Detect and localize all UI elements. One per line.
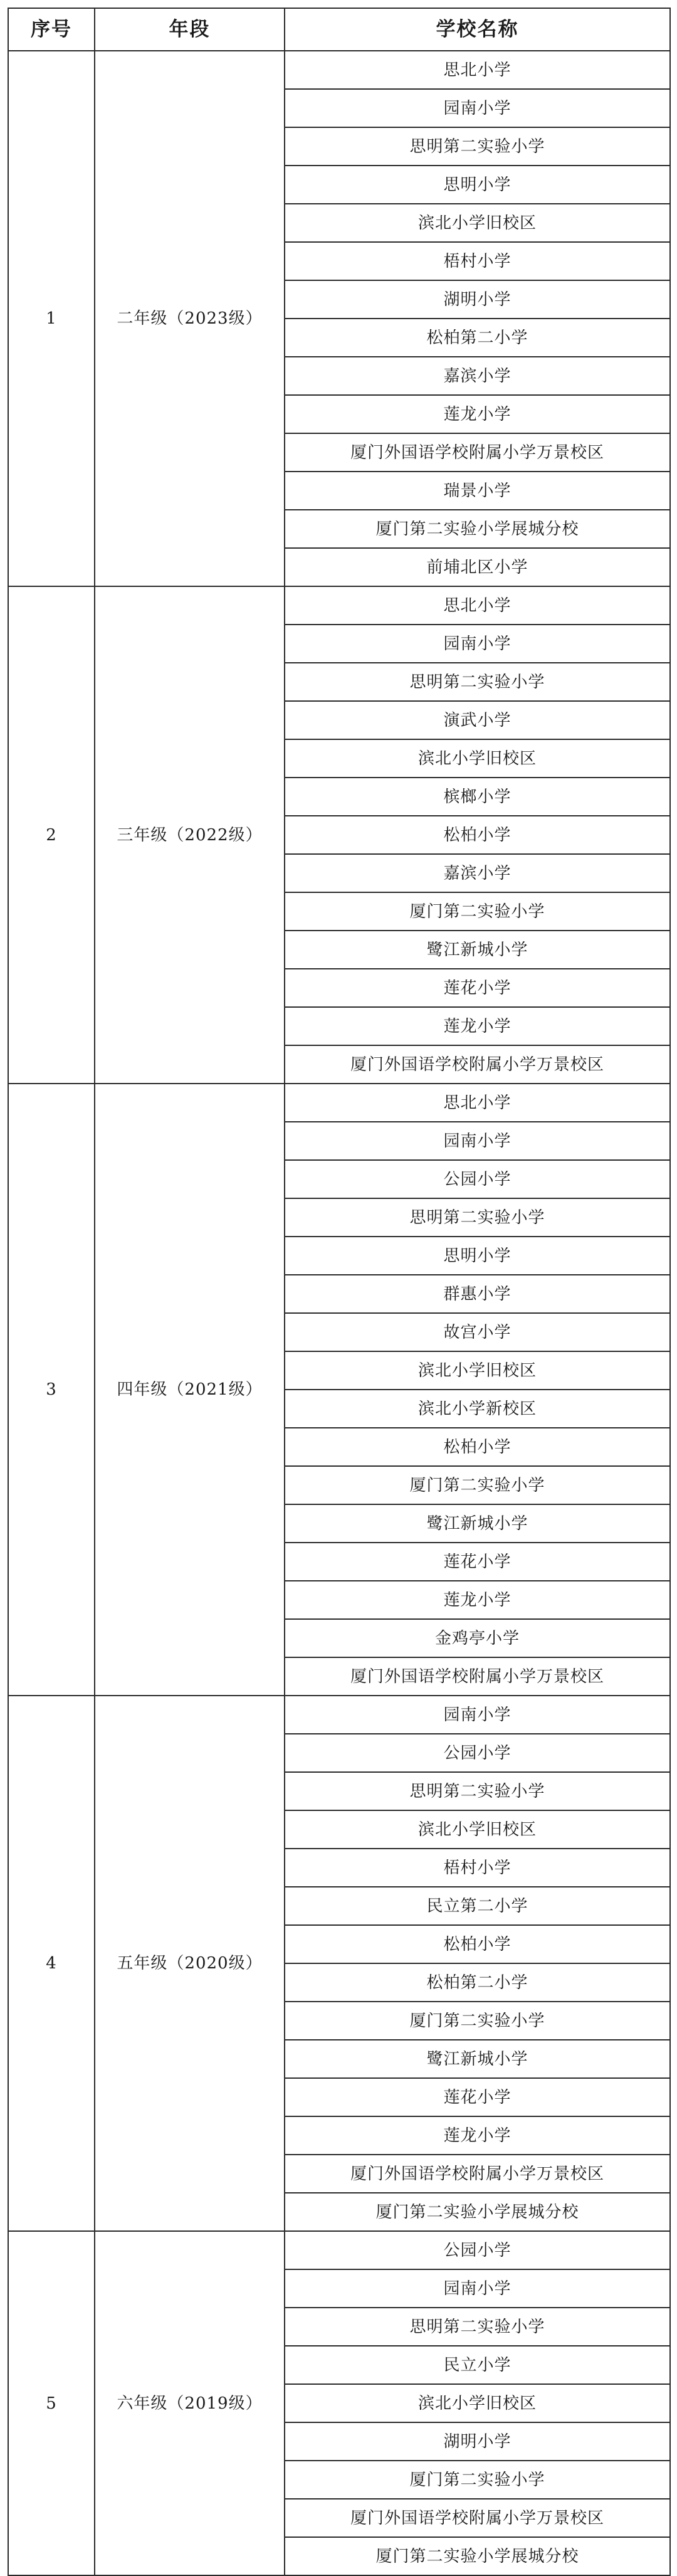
school-name: 莲龙小学 <box>285 395 670 433</box>
school-name: 厦门外国语学校附属小学万景校区 <box>285 2155 670 2193</box>
school-name: 鹭江新城小学 <box>285 2040 670 2078</box>
table-row <box>8 2231 670 2269</box>
school-name: 滨北小学旧校区 <box>285 1351 670 1390</box>
school-name: 园南小学 <box>285 625 670 663</box>
school-name: 湖明小学 <box>285 2422 670 2461</box>
school-name: 滨北小学旧校区 <box>285 1810 670 1849</box>
school-name: 莲龙小学 <box>285 1581 670 1619</box>
school-name: 金鸡亭小学 <box>285 1619 670 1657</box>
school-name: 松柏第二小学 <box>285 1963 670 2002</box>
school-name: 园南小学 <box>285 1696 670 1734</box>
school-name: 莲花小学 <box>285 1543 670 1581</box>
group-number: 4 <box>8 1696 95 2231</box>
school-name: 厦门外国语学校附属小学万景校区 <box>285 433 670 472</box>
school-name: 松柏小学 <box>285 1925 670 1963</box>
group-grade: 二年级（2023级） <box>95 51 285 586</box>
school-name: 滨北小学新校区 <box>285 1390 670 1428</box>
group-grade: 三年级（2022级） <box>95 586 285 1084</box>
school-name: 滨北小学旧校区 <box>285 2384 670 2422</box>
school-name: 厦门外国语学校附属小学万景校区 <box>285 1657 670 1696</box>
group-grade: 四年级（2021级） <box>95 1084 285 1696</box>
school-name: 嘉滨小学 <box>285 357 670 395</box>
school-name: 思明第二实验小学 <box>285 1772 670 1810</box>
school-name: 嘉滨小学 <box>285 854 670 892</box>
school-name: 民立第二小学 <box>285 1887 670 1925</box>
header-school: 学校名称 <box>285 8 670 51</box>
school-name: 松柏小学 <box>285 816 670 854</box>
table-row <box>8 1696 670 1734</box>
school-name: 思北小学 <box>285 1084 670 1122</box>
school-name: 瑞景小学 <box>285 472 670 510</box>
school-name: 莲花小学 <box>285 969 670 1007</box>
header-row <box>8 8 670 51</box>
school-name: 前埔北区小学 <box>285 548 670 586</box>
table-row <box>8 586 670 625</box>
school-name: 莲龙小学 <box>285 2116 670 2155</box>
group-grade: 五年级（2020级） <box>95 1696 285 2231</box>
school-name: 梧村小学 <box>285 242 670 280</box>
school-name: 园南小学 <box>285 1122 670 1160</box>
school-name: 厦门第二实验小学 <box>285 1466 670 1504</box>
school-name: 松柏第二小学 <box>285 319 670 357</box>
header-no: 序号 <box>8 8 95 51</box>
school-name: 鹭江新城小学 <box>285 1504 670 1543</box>
school-name: 思北小学 <box>285 51 670 89</box>
group-grade: 六年级（2019级） <box>95 2231 285 2575</box>
school-name: 公园小学 <box>285 1734 670 1772</box>
school-name: 滨北小学旧校区 <box>285 204 670 242</box>
school-name: 梧村小学 <box>285 1849 670 1887</box>
school-name: 思明第二实验小学 <box>285 127 670 166</box>
school-name: 厦门第二实验小学展城分校 <box>285 2193 670 2231</box>
group-number: 2 <box>8 586 95 1084</box>
school-name: 松柏小学 <box>285 1428 670 1466</box>
school-name: 公园小学 <box>285 2231 670 2269</box>
school-name: 思明第二实验小学 <box>285 2308 670 2346</box>
school-name: 思明第二实验小学 <box>285 663 670 701</box>
school-name: 演武小学 <box>285 701 670 739</box>
school-name: 故宫小学 <box>285 1313 670 1351</box>
table-body <box>8 51 670 2575</box>
school-name: 厦门第二实验小学 <box>285 892 670 931</box>
school-list-table <box>8 8 671 2576</box>
group-number: 1 <box>8 51 95 586</box>
school-name: 群惠小学 <box>285 1275 670 1313</box>
school-name: 思明第二实验小学 <box>285 1198 670 1237</box>
school-name: 思明小学 <box>285 1237 670 1275</box>
table-header <box>8 8 670 51</box>
school-name: 思明小学 <box>285 166 670 204</box>
school-name: 厦门第二实验小学 <box>285 2002 670 2040</box>
group-number: 5 <box>8 2231 95 2575</box>
school-name: 厦门外国语学校附属小学万景校区 <box>285 2499 670 2537</box>
school-name: 滨北小学旧校区 <box>285 739 670 778</box>
school-name: 园南小学 <box>285 2269 670 2308</box>
school-name: 槟榔小学 <box>285 778 670 816</box>
table-row <box>8 51 670 89</box>
school-name: 厦门外国语学校附属小学万景校区 <box>285 1045 670 1084</box>
school-name: 民立小学 <box>285 2346 670 2384</box>
school-name: 莲龙小学 <box>285 1007 670 1045</box>
school-name: 公园小学 <box>285 1160 670 1198</box>
school-name: 鹭江新城小学 <box>285 931 670 969</box>
school-name: 厦门第二实验小学展城分校 <box>285 2537 670 2575</box>
school-name: 厦门第二实验小学 <box>285 2461 670 2499</box>
school-name: 湖明小学 <box>285 280 670 319</box>
header-grade: 年段 <box>95 8 285 51</box>
table-row <box>8 1084 670 1122</box>
school-name: 莲花小学 <box>285 2078 670 2116</box>
school-name: 思北小学 <box>285 586 670 625</box>
group-number: 3 <box>8 1084 95 1696</box>
school-name: 厦门第二实验小学展城分校 <box>285 510 670 548</box>
school-name: 园南小学 <box>285 89 670 127</box>
